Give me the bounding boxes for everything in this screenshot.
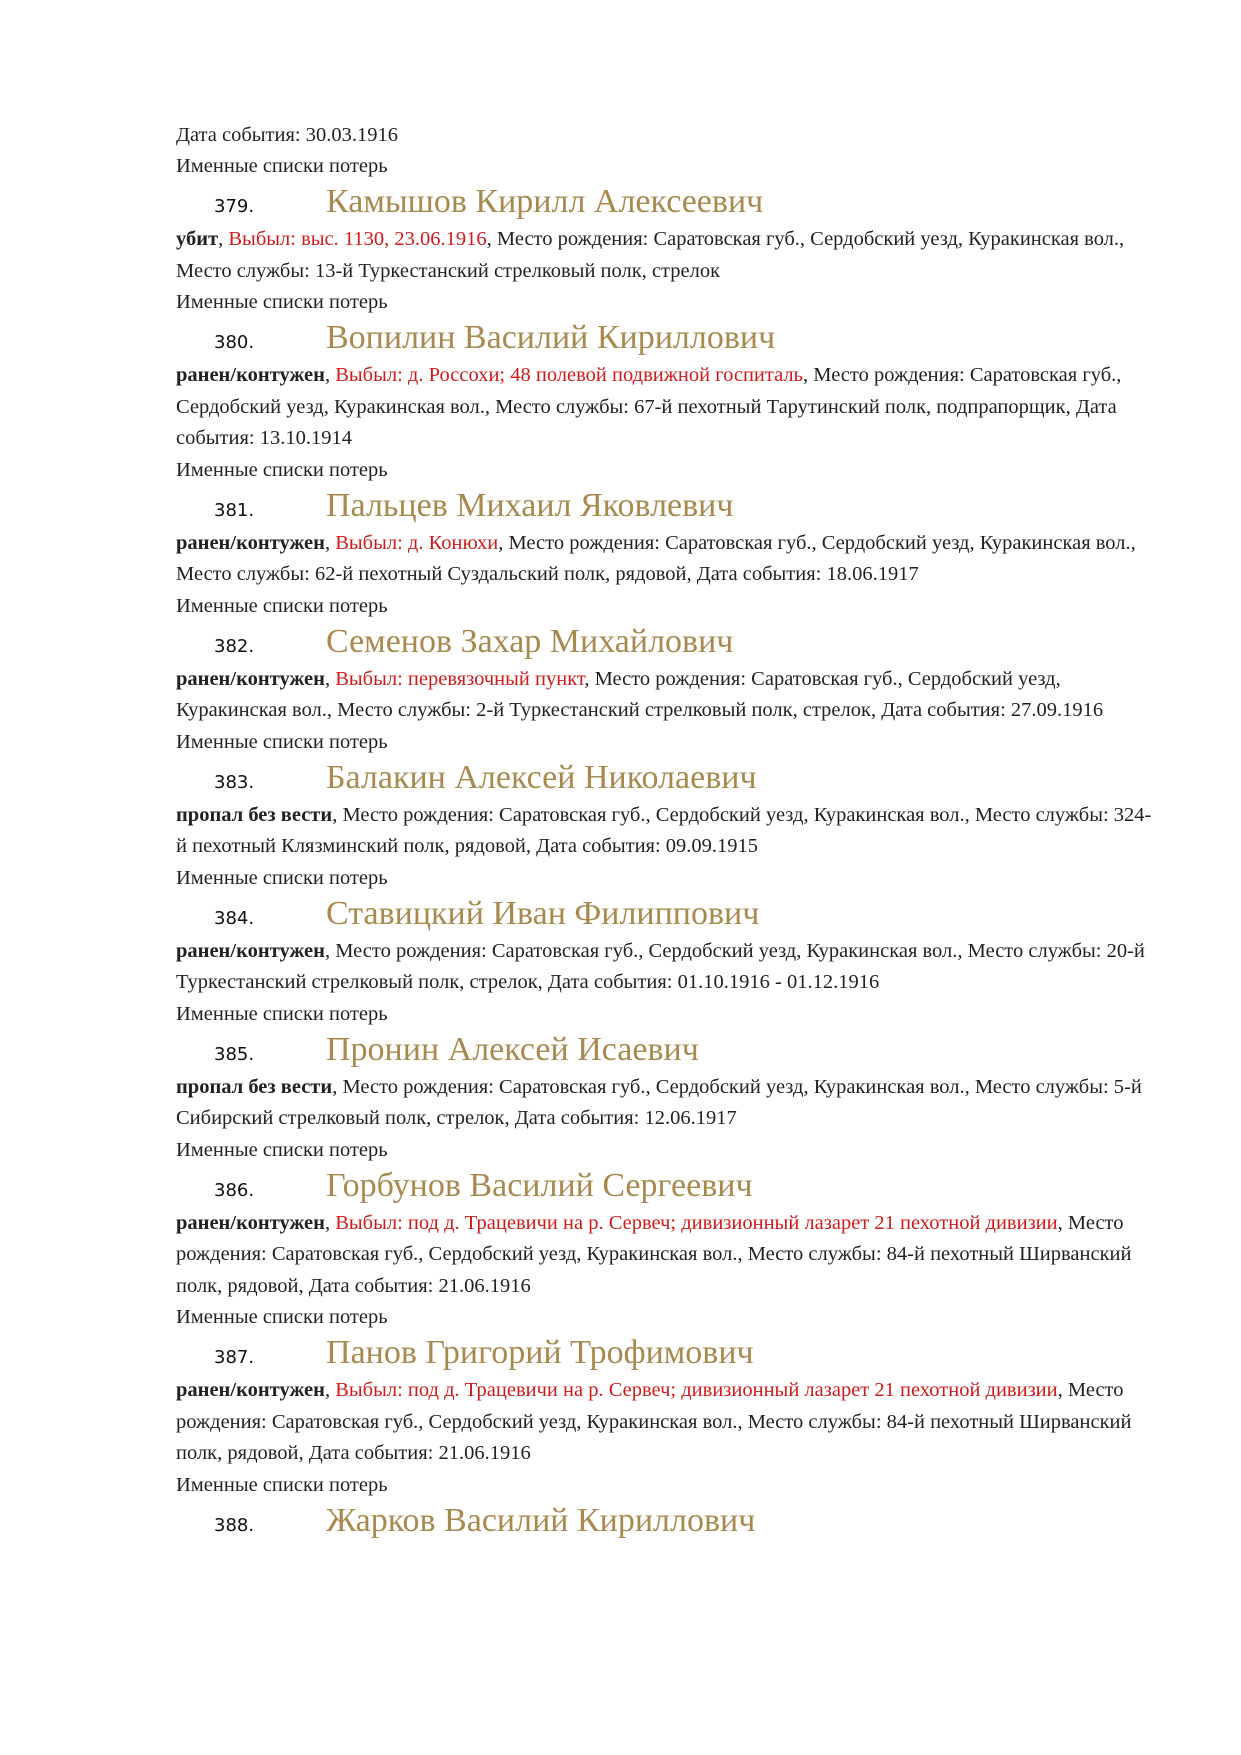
entry-number: 380. (214, 332, 255, 353)
entry-description (176, 360, 1156, 455)
document-page (176, 120, 1156, 1543)
entry-header (176, 624, 1156, 660)
details-text: , Место рождения: Саратовская губ., Сердобский уезд, Куракинская вол., Место службы: 2-й Туркестанский стрелковый полк, стрелок, Дата события: 27.09.1916 (176, 667, 1104, 721)
entry-header (176, 1503, 1156, 1539)
entry-description (176, 664, 1156, 727)
source-line: Именные списки потерь (176, 594, 388, 617)
entry-description (176, 800, 1156, 863)
status-text: ранен/контужен (176, 667, 325, 690)
entry-header (176, 1032, 1156, 1068)
source-line: Именные списки потерь (176, 1002, 388, 1025)
entry-description (176, 528, 1156, 591)
details-text: , Место рождения: Саратовская губ., Сердобский уезд, Куракинская вол., Место службы: 20-й Туркестанский стрелковый полк, стрелок, Дата события: 01.10.1916 - 01.12.1916 (176, 939, 1145, 993)
separator: , (324, 1211, 336, 1234)
details-text: , Место рождения: Саратовская губ., Сердобский уезд, Куракинская вол., Место службы: 5-й Сибирский стрелковый полк, стрелок, Дата события: 12.06.1917 (176, 1075, 1142, 1129)
details-text: , Место рождения: Саратовская губ., Сердобский уезд, Куракинская вол., Место службы: 13-й Туркестанский стрелковый полк, стрелок (176, 228, 1125, 282)
separator: , (218, 228, 229, 250)
entry (176, 184, 1156, 318)
entry-number: 384. (214, 907, 255, 929)
entry-header (176, 320, 1156, 356)
status-text: убит (176, 228, 219, 250)
dropout-text: Выбыл: д. Россохи; 48 полевой подвижной госпиталь (335, 364, 803, 386)
entry-number: 379. (214, 196, 255, 217)
entry (176, 760, 1156, 894)
source-line: Именные списки потерь (176, 1306, 388, 1328)
entry-header (176, 760, 1156, 796)
entry (176, 896, 1156, 1030)
dropout-text: Выбыл: под д. Трацевичи на р. Сервеч; дивизионный лазарет 21 пехотной дивизии (335, 1211, 1058, 1234)
person-name: Ставицкий Иван Филиппович (326, 894, 760, 932)
person-name: Жарков Василий Кириллович (326, 1501, 756, 1539)
entry-description (176, 224, 1156, 287)
entry-header (176, 488, 1156, 524)
entry (176, 1032, 1156, 1166)
entry-description (176, 1208, 1156, 1303)
entry-description (176, 1072, 1156, 1135)
entry-number: 386. (214, 1179, 255, 1201)
entry-description (176, 1375, 1156, 1470)
entry (176, 1335, 1156, 1501)
entry (176, 1503, 1156, 1539)
source-line: Именные списки потерь (176, 155, 388, 177)
status-text: ранен/контужен (176, 531, 325, 554)
source-line: Именные списки потерь (176, 866, 388, 889)
entry-number: 381. (214, 499, 255, 521)
entry-number: 385. (214, 1043, 255, 1065)
entry-header (176, 896, 1156, 932)
details-text: , Место рождения: Саратовская губ., Сердобский уезд, Куракинская вол., Место службы: 62-й пехотный Суздальский полк, рядовой, Дата события: 18.06.1917 (176, 531, 1136, 585)
entry (176, 1168, 1156, 1334)
status-text: ранен/контужен (176, 939, 325, 962)
person-name: Горбунов Василий Сергеевич (326, 1166, 753, 1204)
entry (176, 488, 1156, 622)
entry-description (176, 936, 1156, 999)
status-text: ранен/контужен (176, 1379, 325, 1401)
entry-number: 388. (214, 1514, 255, 1536)
entry-header (176, 184, 1156, 220)
source-line: Именные списки потерь (176, 730, 388, 753)
person-name: Панов Григорий Трофимович (326, 1334, 754, 1371)
details-text: , Место рождения: Саратовская губ., Сердобский уезд, Куракинская вол., Место службы: 67-й пехотный Тарутинский полк, подпрапорщик, Дата события: 13.10.1914 (176, 364, 1122, 449)
person-name: Семенов Захар Михайлович (326, 622, 734, 660)
separator: , (324, 531, 336, 554)
person-name: Вопилин Василий Кириллович (326, 319, 776, 356)
status-text: ранен/контужен (176, 364, 325, 386)
entry (176, 624, 1156, 758)
source-line: Именные списки потерь (176, 1473, 388, 1496)
event-date-line: Дата события: 30.03.1916 (176, 124, 398, 146)
entry-number: 387. (214, 1347, 255, 1368)
details-text: , Место рождения: Саратовская губ., Сердобский уезд, Куракинская вол., Место службы: 84-й пехотный Ширванский полк, рядовой, Дата события: 21.06.1916 (176, 1211, 1132, 1297)
status-text: ранен/контужен (176, 1211, 325, 1234)
status-text: пропал без вести (176, 1075, 333, 1098)
source-line: Именные списки потерь (176, 1138, 388, 1161)
entry (176, 320, 1156, 486)
person-name: Пальцев Михаил Яковлевич (326, 486, 734, 524)
dropout-text: Выбыл: под д. Трацевичи на р. Сервеч; дивизионный лазарет 21 пехотной дивизии (335, 1379, 1058, 1401)
source-line: Именные списки потерь (176, 458, 388, 481)
details-text: , Место рождения: Саратовская губ., Сердобский уезд, Куракинская вол., Место службы: 324-й пехотный Клязминский полк, рядовой, Дата события: 09.09.1915 (176, 803, 1152, 857)
separator: , (324, 667, 336, 690)
entry-header (176, 1168, 1156, 1204)
entry-number: 382. (214, 635, 255, 657)
dropout-text: Выбыл: выс. 1130, 23.06.1916 (228, 228, 487, 250)
person-name: Балакин Алексей Николаевич (326, 758, 757, 796)
dropout-text: Выбыл: перевязочный пункт (335, 667, 585, 690)
entry-number: 383. (214, 771, 255, 793)
dropout-text: Выбыл: д. Конюхи (335, 531, 499, 554)
status-text: пропал без вести (176, 803, 333, 826)
source-line: Именные списки потерь (176, 291, 388, 313)
separator: , (324, 1379, 336, 1401)
entry-header (176, 1335, 1156, 1371)
person-name: Камышов Кирилл Алексеевич (326, 183, 764, 220)
details-text: , Место рождения: Саратовская губ., Сердобский уезд, Куракинская вол., Место службы: 84-й пехотный Ширванский полк, рядовой, Дата события: 21.06.1916 (176, 1379, 1132, 1464)
separator: , (324, 364, 336, 386)
person-name: Пронин Алексей Исаевич (326, 1030, 699, 1068)
